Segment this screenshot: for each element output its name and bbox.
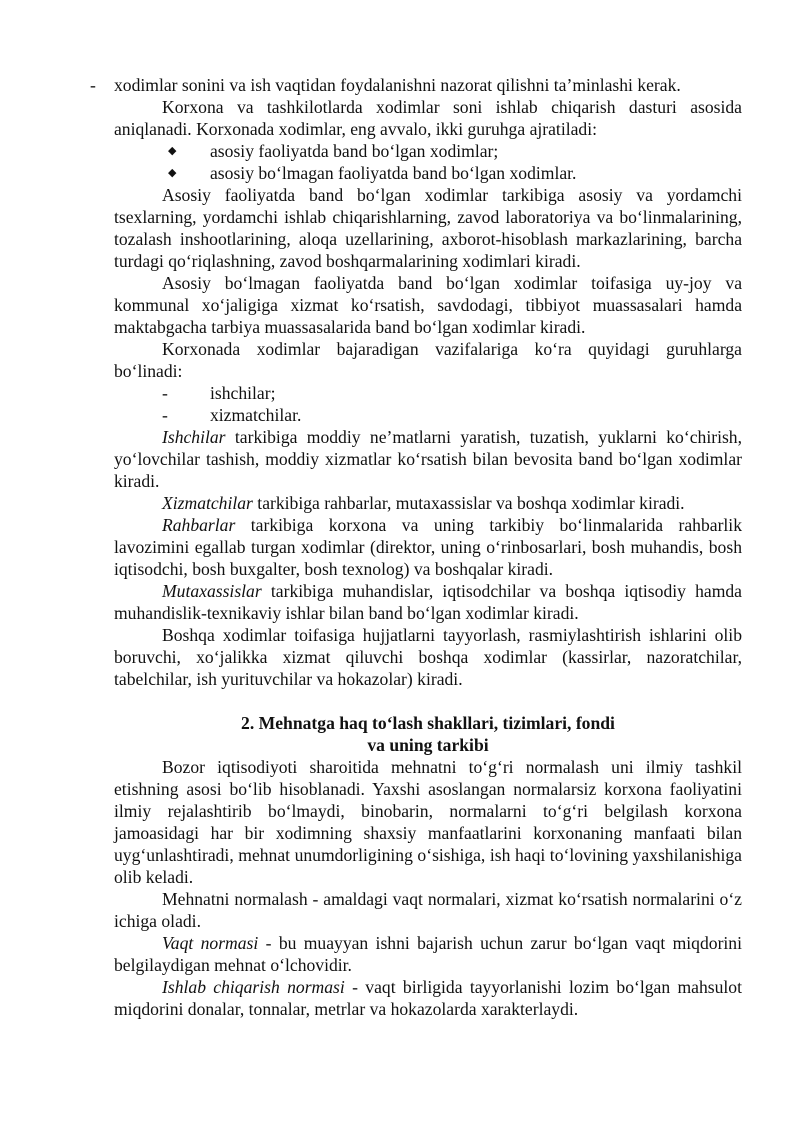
list-item	[114, 382, 742, 404]
paragraph: Korxonada xodimlar bajaradigan vazifalariga ko‘ra quyidagi guruhlarga bo‘linadi:	[114, 339, 742, 381]
list-item	[114, 140, 742, 162]
paragraph-text: - vaqt birligida tayyorlanishi lozim bo‘lgan mahsulot miqdorini donalar, tonnalar, metrlar va hokazolarda xarakterlaydi.	[114, 977, 742, 1019]
heading-line: 2. Mehnatga haq to‘lash shakllari, tizimlari, fondi	[241, 713, 615, 733]
section-heading	[114, 712, 742, 756]
diamond-bullet-icon: ◆	[168, 167, 177, 179]
term-italic: Ishchilar	[162, 427, 226, 447]
term-italic: Xizmatchilar	[162, 493, 253, 513]
list-item	[90, 74, 742, 96]
list-item-text: ishchilar;	[210, 383, 276, 403]
paragraph: Asosiy bo‘lmagan faoliyatda band bo‘lgan xodimlar toifasiga uy-joy va kommunal xo‘jaligiga xizmat ko‘rsatish, savdodagi, tibbiyot muassasalari hamda maktabgacha tarbiya muassasalarida band bo‘lgan xodimlar kiradi.	[114, 273, 742, 337]
list-item	[114, 404, 742, 426]
paragraph-text: tarkibiga muhandislar, iqtisodchilar va boshqa iqtisodiy hamda muhandislik-texnikaviy ishlar bilan band bo‘lgan xodimlar kiradi.	[114, 581, 742, 623]
paragraph-text: tarkibiga moddiy ne’matlarni yaratish, tuzatish, yuklarni ko‘chirish, yo‘lovchilar tashish, moddiy xizmatlar ko‘rsatish bilan bevosita band bo‘lgan xodimlar kiradi.	[114, 427, 742, 491]
paragraph	[114, 492, 742, 514]
list-item-text: xizmatchilar.	[210, 405, 302, 425]
paragraph: Korxona va tashkilotlarda xodimlar soni ishlab chiqarish dasturi asosida aniqlanadi. Korxonada xodimlar, eng avvalo, ikki guruhga ajratiladi:	[114, 97, 742, 139]
term-italic: Mutaxassislar	[162, 581, 262, 601]
term-italic: Rahbarlar	[162, 515, 236, 535]
term-italic: Ishlab chiqarish normasi	[162, 977, 345, 997]
paragraph	[114, 580, 742, 624]
paragraph-text: - bu muayyan ishni bajarish uchun zarur bo‘lgan vaqt miqdorini belgilaydigan mehnat o‘lchovidir.	[114, 933, 742, 975]
paragraph-text: tarkibiga rahbarlar, mutaxassislar va boshqa xodimlar kiradi.	[252, 493, 685, 513]
paragraph: Boshqa xodimlar toifasiga hujjatlarni tayyorlash, rasmiylashtirish ishlarini olib boruvchi, xo‘jalikka xizmat qiluvchi boshqa xodimlar (kassirlar, nazoratchilar, tabelchilar, ish yurituvchilar va hokazolar) kiradi.	[114, 625, 742, 689]
paragraph-text: tarkibiga korxona va uning tarkibiy bo‘linmalarida rahbarlik lavozimini egallab turgan xodimlar (direktor, uning o‘rinbosarlari, bosh muhandis, bosh iqtisodchi, bosh buxgalter, bosh texnolog) va boshqalar kiradi.	[114, 515, 742, 579]
list-item-text: asosiy faoliyatda band bo‘lgan xodimlar;	[210, 141, 499, 161]
dash-marker: -	[162, 383, 168, 403]
heading-line: va uning tarkibi	[367, 735, 489, 755]
paragraph	[114, 976, 742, 1020]
list-item-text: asosiy bo‘lmagan faoliyatda band bo‘lgan xodimlar.	[210, 163, 577, 183]
paragraph: Mehnatni normalash - amaldagi vaqt normalari, xizmat ko‘rsatish normalarini o‘z ichiga oladi.	[114, 889, 742, 931]
dash-marker: -	[162, 405, 168, 425]
term-italic: Vaqt normasi	[162, 933, 259, 953]
dash-marker: -	[90, 75, 96, 95]
paragraph	[114, 426, 742, 492]
paragraph-text: xodimlar sonini va ish vaqtidan foydalanishni nazorat qilishni ta’minlashi kerak.	[114, 75, 681, 95]
paragraph: Asosiy faoliyatda band bo‘lgan xodimlar tarkibiga asosiy va yordamchi tsexlarning, yordamchi ishlab chiqarishlarning, zavod laboratoriya va bo‘linmalarining, tozalash inshootlarining, aloqa uzellarining, axborot-hisoblash markazlarining, barcha turdagi qo‘riqlashning, zavod boshqarmalarining xodimlari kiradi.	[114, 185, 742, 271]
paragraph: Bozor iqtisodiyoti sharoitida mehnatni to‘g‘ri normalash uni ilmiy tashkil etishning asosi bo‘lib hisoblanadi. Yaxshi asoslangan normalarsiz korxona faoliyatini ilmiy rejalashtirib bo‘lmaydi, binobarin, normalarni to‘g‘ri belgilash korxona jamoasidagi har bir xodimning shaxsiy manfaatlarini korxonaning manfaati bilan uyg‘unlashtiradi, mehnat unumdorligining o‘sishiga, ish haqi to‘lovining yaxshilanishiga olib keladi.	[114, 757, 742, 887]
paragraph	[114, 932, 742, 976]
diamond-bullet-icon: ◆	[168, 145, 177, 157]
paragraph	[114, 514, 742, 580]
list-item	[114, 162, 742, 184]
